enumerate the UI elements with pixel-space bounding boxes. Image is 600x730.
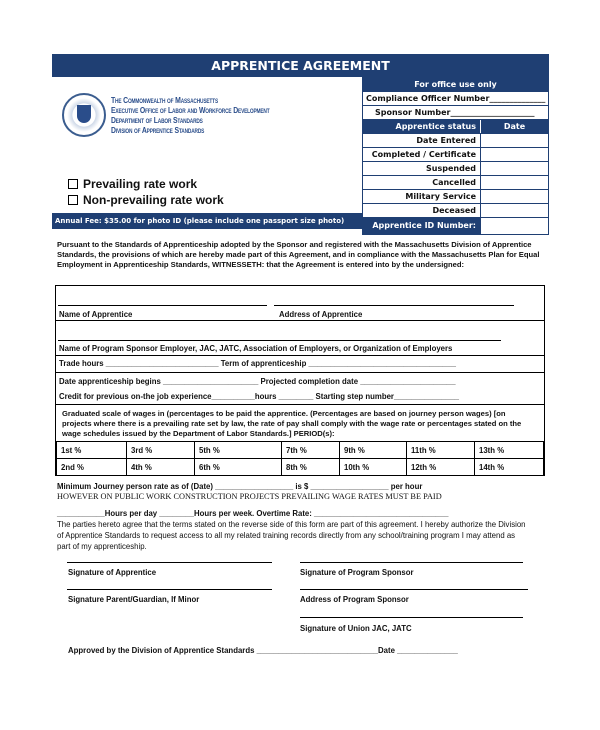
status-date-cell[interactable] (481, 176, 548, 189)
agency-line: Executive Office of Labor and Workforce Development (111, 105, 270, 115)
authorization-paragraph: The parties hereto agree that the terms stated on the reverse side of this form are part of this agreement. I hereby authorize the Division of Apprentice Standards to request access to all my related training records directly from any school/training program I may attend as part of my apprenticeship. (57, 520, 526, 551)
guardian-signature-label: Signature Parent/Guardian, If Minor (68, 595, 200, 604)
non-prevailing-rate-option[interactable] (68, 193, 224, 207)
agency-line: The Commonwealth of Massachusetts (111, 95, 218, 105)
begin-date-field[interactable]: Date apprenticeship begins ______________________ Projected completion date ______________________ (59, 377, 456, 386)
wage-periods-table (56, 441, 544, 476)
agency-line: Department of Labor Standards (111, 115, 203, 125)
status-label: Completed / Certificate (363, 148, 481, 161)
period-cell[interactable]: 10th % (340, 459, 407, 476)
period-cell[interactable]: 7th % (282, 442, 340, 459)
checkbox-label: Non-prevailing rate work (83, 193, 224, 207)
status-label: Military Service (363, 190, 481, 203)
period-cell[interactable]: 9th % (340, 442, 407, 459)
apprentice-signature-label: Signature of Apprentice (68, 568, 157, 577)
table-row (57, 442, 544, 459)
sponsor-signature-line[interactable] (300, 562, 523, 563)
period-cell[interactable]: 6th % (195, 459, 282, 476)
compliance-officer-field[interactable]: Compliance Officer Number______________ (366, 94, 546, 103)
status-label: Deceased (363, 204, 481, 217)
agency-line: Division of Apprentice Standards (111, 125, 205, 135)
name-label: Name of Apprentice (59, 310, 133, 319)
period-cell[interactable]: 13th % (475, 442, 544, 459)
approval-field[interactable]: Approved by the Division of Apprentice Standards ____________________________Date ______________ (68, 646, 458, 655)
period-cell[interactable]: 8th % (282, 459, 340, 476)
apprentice-id-cell[interactable] (481, 218, 548, 234)
apprentice-id-label: Apprentice ID Number: (363, 218, 481, 234)
checkbox-label: Prevailing rate work (83, 177, 198, 191)
prevailing-rate-option[interactable] (68, 177, 197, 191)
union-signature-label: Signature of Union JAC, JATC (300, 624, 412, 633)
apprentice-form (55, 285, 545, 476)
status-date-cell[interactable] (481, 190, 548, 203)
period-cell[interactable]: 12th % (407, 459, 475, 476)
credit-field[interactable]: Credit for previous on-the job experience__________hours ________ Starting step number_______________ (59, 392, 459, 401)
period-cell[interactable]: 5th % (195, 442, 282, 459)
checkbox[interactable] (68, 179, 78, 189)
status-label: Suspended (363, 162, 481, 175)
status-label: Cancelled (363, 176, 481, 189)
intro-paragraph: Pursuant to the Standards of Apprenticeship adopted by the Sponsor and registered with the Massachusetts Division of Apprentice Standards, the provisions of which are hereby made part of this Agreement, and in compliance with the Massachusetts Plan for Equal Employment in Apprenticeship Standards, WITNESSETH: that the Agreement is entered into by the undersigned: (57, 240, 540, 269)
period-cell[interactable]: 4th % (127, 459, 195, 476)
period-cell[interactable]: 1st % (57, 442, 127, 459)
status-date-cell[interactable] (481, 162, 548, 175)
period-cell[interactable]: 11th % (407, 442, 475, 459)
annual-fee-note: Annual Fee: $35.00 for photo ID (please include one passport size photo) (52, 213, 362, 229)
date-header: Date (503, 122, 526, 131)
office-use-table (362, 77, 549, 235)
massachusetts-seal-logo (62, 93, 106, 137)
address-label: Address of Apprentice (279, 310, 363, 319)
status-date-cell[interactable] (481, 148, 548, 161)
sponsor-number-field[interactable]: Sponsor Number_____________________ (375, 108, 535, 117)
status-date-cell[interactable] (481, 204, 548, 217)
period-cell[interactable]: 2nd % (57, 459, 127, 476)
prevailing-wage-notice: HOWEVER ON PUBLIC WORK CONSTRUCTION PROJECTS PREVAILING WAGE RATES MUST BE PAID (57, 492, 442, 501)
table-row (57, 459, 544, 476)
sponsor-address-line[interactable] (300, 589, 528, 590)
status-header: Apprentice status (363, 120, 481, 133)
sponsor-address-label: Address of Program Sponsor (300, 595, 409, 604)
office-use-header: For office use only (414, 80, 497, 89)
status-label: Date Entered (363, 134, 481, 147)
apprentice-signature-line[interactable] (67, 562, 272, 563)
page-title: APPRENTICE AGREEMENT (52, 54, 549, 77)
trade-hours-field[interactable]: Trade hours __________________________ Term of apprenticeship __________________________________ (59, 359, 456, 368)
wage-scale-text: Graduated scale of wages in (percentages to be paid the apprentice. (Percentages are based on journey person wages) [on projects where there is a prevailing rate set by law, the rate of pay shall comply with the wage rate or percentages stated on the wage schedules issued by the Department of Labor Standards.] PERIOD(s): (62, 409, 522, 438)
sponsor-signature-label: Signature of Program Sponsor (300, 568, 414, 577)
period-cell[interactable]: 14th % (475, 459, 544, 476)
hours-field[interactable]: ___________Hours per day ________Hours per week. Overtime Rate: _______________________________ (57, 509, 449, 518)
guardian-signature-line[interactable] (67, 589, 272, 590)
sponsor-label: Name of Program Sponsor Employer, JAC, JATC, Association of Employers, or Organization of Employers (59, 344, 453, 353)
period-cell[interactable]: 3rd % (127, 442, 195, 459)
union-signature-line[interactable] (300, 617, 523, 618)
minimum-rate-field[interactable]: Minimum Journey person rate as of (Date) __________________ is $ __________________ per hour (57, 482, 423, 491)
checkbox[interactable] (68, 195, 78, 205)
agency-name (111, 95, 270, 135)
status-date-cell[interactable] (481, 134, 548, 147)
